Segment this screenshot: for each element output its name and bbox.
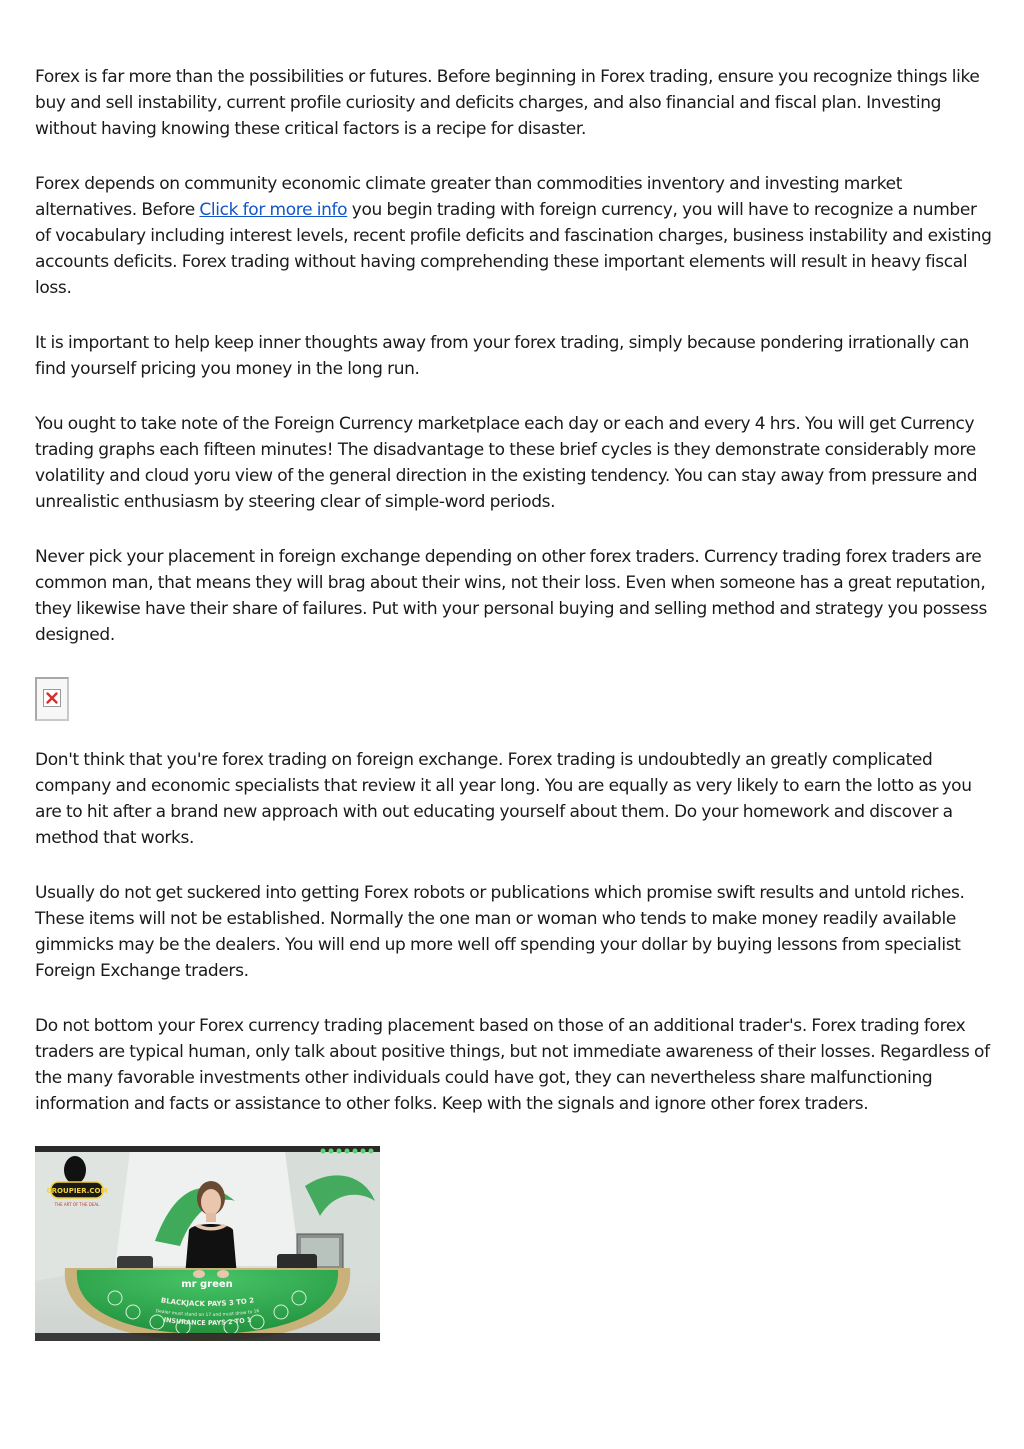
dealer-hand-right xyxy=(217,1270,229,1278)
table-brand: mr green xyxy=(181,1279,233,1290)
control-icon xyxy=(321,1149,326,1154)
paragraph-8: Do not bottom your Forex currency trading placement based on those of an additional trader's. Forex trading forex traders are typical human, only talk about positive things, but not immediate awareness of their losses. Regardless of the many favorable investments other individuals could have got, they can nevertheless share malfunctioning information and facts or assistance to other folks. Keep with the signals and ignore other forex traders. xyxy=(35,1016,990,1114)
control-icon xyxy=(361,1149,366,1154)
dealer-neck xyxy=(206,1213,216,1222)
paragraph-7: Usually do not get suckered into getting Forex robots or publications which promise swift results and untold riches. These items will not be established. Normally the one man or woman who tends to make money readily available gimmicks may be the dealers. You will end up more well off spending your dollar by buying lessons from specialist Foreign Exchange traders. xyxy=(35,883,965,981)
table-line-2: Dealer must stand on 17 and must draw to 16 xyxy=(155,1309,260,1319)
control-icon xyxy=(369,1149,374,1154)
control-icon xyxy=(329,1149,334,1154)
control-icon xyxy=(337,1149,342,1154)
logo-silhouette xyxy=(64,1156,86,1184)
paragraph-1: Forex is far more than the possibilities or futures. Before beginning in Forex trading, ensure you recognize things like buy and sell instability, current profile curiosity and deficits charges, and also financial and fiscal plan. Investing without having knowing these critical factors is a recipe for disaster. xyxy=(35,67,980,139)
ceiling-strip xyxy=(35,1146,380,1152)
paragraph-4: You ought to take note of the Foreign Currency marketplace each day or each and every 4 hrs. You will get Currency trading graphs each fifteen minutes! The disadvantage to these brief cycles is they demonstrate considerably more volatility and cloud yoru view of the general direction in the existing tendency. You can stay away from pressure and unrealistic enthusiasm by steering clear of simple-word periods. xyxy=(35,414,978,512)
paragraph-2-before: Forex depends on community economic climate greater than commodities inventory and investing market alternatives. Before xyxy=(35,174,903,220)
control-icon xyxy=(345,1149,350,1154)
video-status-bar xyxy=(35,1333,380,1341)
paragraph-2-after: you begin trading with foreign currency, you will have to recognize a number of vocabulary including interest levels, recent profile deficits and fascination charges, business instability and existing accounts deficits. Forex trading without having comprehending these important elements will result in heavy fiscal loss. xyxy=(35,200,992,298)
control-icon xyxy=(353,1149,358,1154)
live-blackjack-photo xyxy=(35,1146,380,1341)
paragraph-3: It is important to help keep inner thoughts away from your forex trading, simply because pondering irrationally can find yourself pricing you money in the long run. xyxy=(35,333,970,379)
paragraph-2 xyxy=(35,171,995,301)
table-line-3: INSURANCE PAYS 2 TO 1 xyxy=(163,1315,252,1328)
document-body xyxy=(35,64,995,1341)
click-for-more-info-link[interactable]: Click for more info xyxy=(199,200,348,220)
dealer-hand-left xyxy=(193,1270,205,1278)
broken-image-icon xyxy=(35,677,69,721)
red-x-icon xyxy=(44,690,60,706)
broken-image-frame xyxy=(43,689,61,707)
paragraph-5: Never pick your placement in foreign exchange depending on other forex traders. Currency trading forex traders are common man, that means they will brag about their wins, not their loss. Even when someone has a great reputation, they likewise have their share of failures. Put with your personal buying and selling method and strategy you possess designed. xyxy=(35,547,988,645)
table-line-1: BLACKJACK PAYS 3 TO 2 xyxy=(160,1296,255,1309)
logo-tagline: THE ART OF THE DEAL xyxy=(54,1202,100,1207)
dealer-face xyxy=(201,1189,221,1215)
logo-text: CROUPIER.COM xyxy=(46,1187,108,1195)
paragraph-6: Don't think that you're forex trading on foreign exchange. Forex trading is undoubtedly an greatly complicated company and economic specialists that review it all year long. You are equally as very likely to earn the lotto as you are to hit after a brand new approach with out educating yourself about them. Do your homework and discover a method that works. xyxy=(35,750,972,848)
